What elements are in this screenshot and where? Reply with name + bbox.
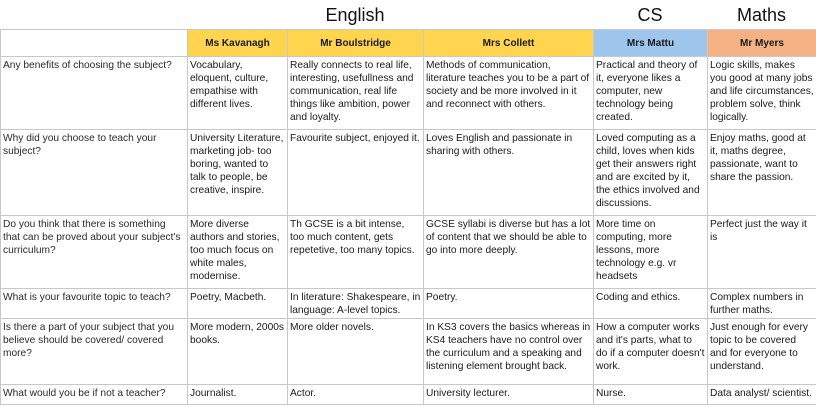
table-row bbox=[1, 57, 816, 130]
answer-cell[interactable]: Nurse. bbox=[594, 385, 708, 405]
answer-cell[interactable]: Enjoy maths, good at it, maths degree, passionate, want to share the passion. bbox=[708, 130, 816, 216]
question-cell[interactable]: Do you think that there is something that can be proved about your subject's curriculum? bbox=[1, 216, 188, 289]
answer-cell[interactable]: GCSE syllabi is diverse but has a lot of content that we should be able to go into more deeply. bbox=[424, 216, 594, 289]
answer-cell[interactable]: Actor. bbox=[288, 385, 424, 405]
question-cell[interactable]: What is your favourite topic to teach? bbox=[1, 289, 188, 319]
subject-heading-maths: Maths bbox=[736, 5, 787, 25]
teacher-header-boulstridge[interactable]: Mr Boulstridge bbox=[288, 30, 424, 57]
question-cell[interactable]: What would you be if not a teacher? bbox=[1, 385, 188, 405]
table-row bbox=[1, 289, 816, 319]
answer-cell[interactable]: University Literature, marketing job- too boring, wanted to talk to people, be creative, inspire. bbox=[188, 130, 288, 216]
table-row bbox=[1, 385, 816, 405]
answer-cell[interactable]: Journalist. bbox=[188, 385, 288, 405]
answer-cell[interactable]: University lecturer. bbox=[424, 385, 594, 405]
question-cell[interactable]: Any benefits of choosing the subject? bbox=[1, 57, 188, 130]
answer-cell[interactable]: Data analyst/ scientist. bbox=[708, 385, 816, 405]
answer-cell[interactable]: More diverse authors and stories, too much focus on white males, modernise. bbox=[188, 216, 288, 289]
answer-cell[interactable]: More time on computing, more lessons, more technology e.g. vr headsets bbox=[594, 216, 708, 289]
answer-cell[interactable]: Logic skills, makes you good at many jobs and life circumstances, problem solve, think logically. bbox=[708, 57, 816, 130]
answer-cell[interactable]: Coding and ethics. bbox=[594, 289, 708, 319]
teacher-header-kavanagh[interactable]: Ms Kavanagh bbox=[188, 30, 288, 57]
answer-cell[interactable]: Poetry. bbox=[424, 289, 594, 319]
answer-cell[interactable]: Complex numbers in further maths. bbox=[708, 289, 816, 319]
answer-cell[interactable]: Just enough for every topic to be covered and for everyone to understand. bbox=[708, 319, 816, 385]
subject-heading-english: English bbox=[325, 5, 385, 25]
question-cell[interactable]: Is there a part of your subject that you believe should be covered/ covered more? bbox=[1, 319, 188, 385]
answer-cell[interactable]: Vocabulary, eloquent, culture, empathise with different lives. bbox=[188, 57, 288, 130]
answer-cell[interactable]: Loved computing as a child, loves when kids get their answers right and are excited by it, the ethics involved and discussions. bbox=[594, 130, 708, 216]
answer-cell[interactable]: Methods of communication, literature teaches you to be a part of society and be more involved in it and reconnect with others. bbox=[424, 57, 594, 130]
subject-heading-cs: CS bbox=[637, 5, 663, 25]
teacher-header-mattu[interactable]: Mrs Mattu bbox=[594, 30, 708, 57]
answer-cell[interactable]: Practical and theory of it, everyone likes a computer, new technology being created. bbox=[594, 57, 708, 130]
answer-cell[interactable]: Favourite subject, enjoyed it. bbox=[288, 130, 424, 216]
survey-table bbox=[0, 29, 816, 405]
answer-cell[interactable]: Loves English and passionate in sharing with others. bbox=[424, 130, 594, 216]
answer-cell[interactable]: Really connects to real life, interesting, usefullness and communication, real life things like ambition, power and loyalty. bbox=[288, 57, 424, 130]
table-row bbox=[1, 319, 816, 385]
teacher-header-row bbox=[1, 30, 816, 57]
answer-cell[interactable]: Perfect just the way it is bbox=[708, 216, 816, 289]
table-row bbox=[1, 130, 816, 216]
answer-cell[interactable]: Poetry, Macbeth. bbox=[188, 289, 288, 319]
answer-cell[interactable]: How a computer works and it's parts, what to do if a computer doesn't work. bbox=[594, 319, 708, 385]
answer-cell[interactable]: More older novels. bbox=[288, 319, 424, 385]
teacher-header-myers[interactable]: Mr Myers bbox=[708, 30, 816, 57]
answer-cell[interactable]: In literature: Shakespeare, in language: A-level topics. bbox=[288, 289, 424, 319]
teacher-header-collett[interactable]: Mrs Collett bbox=[424, 30, 594, 57]
table-row bbox=[1, 216, 816, 289]
question-cell[interactable]: Why did you choose to teach your subject? bbox=[1, 130, 188, 216]
answer-cell[interactable]: Th GCSE is a bit intense, too much content, gets repetetive, too many topics. bbox=[288, 216, 424, 289]
answer-cell[interactable]: More modern, 2000s books. bbox=[188, 319, 288, 385]
header-corner-cell[interactable] bbox=[1, 30, 188, 57]
answer-cell[interactable]: In KS3 covers the basics whereas in KS4 teachers have no control over the curriculum and a speaking and listening element brought back. bbox=[424, 319, 594, 385]
